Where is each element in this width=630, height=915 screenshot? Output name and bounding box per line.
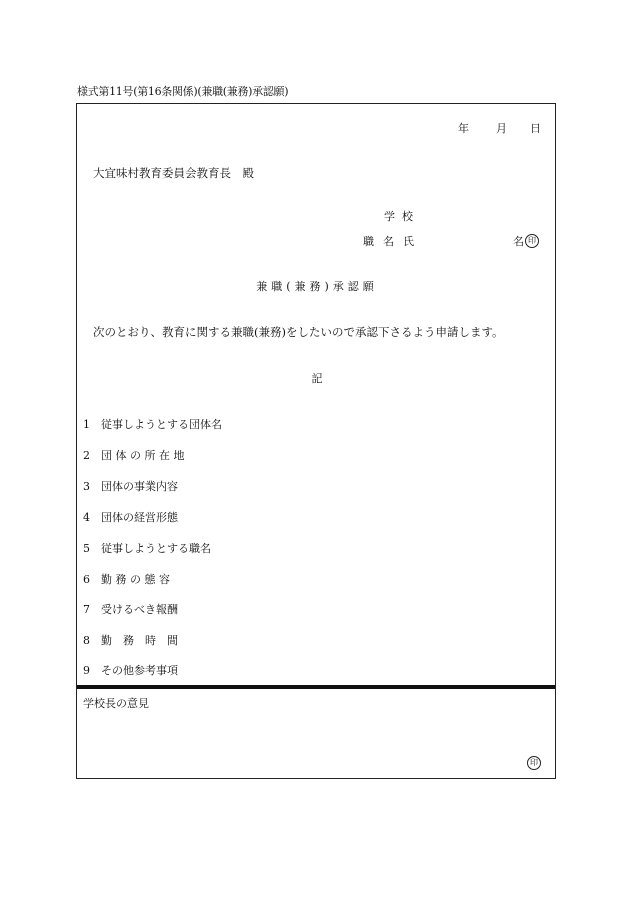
form-title: 兼職(兼務)承認願 xyxy=(256,280,378,293)
item-label: 従事しようとする団体名 xyxy=(101,418,222,431)
item-label: 勤 務 の 態 容 xyxy=(101,573,170,586)
form-number: 様式第11号(第16条関係)(兼職(兼務)承認願) xyxy=(77,85,289,98)
list-item xyxy=(83,481,178,492)
item-number: 8 xyxy=(83,634,90,647)
item-number: 9 xyxy=(83,664,90,677)
application-form xyxy=(76,103,556,779)
date-year-label: 年 xyxy=(458,122,469,135)
item-label: 団体の経営形態 xyxy=(101,511,178,524)
list-item xyxy=(83,543,211,554)
item-label: 団 体 の 所 在 地 xyxy=(101,449,185,462)
date-month-label: 月 xyxy=(496,122,507,135)
list-item xyxy=(83,512,178,523)
item-number: 1 xyxy=(83,418,90,431)
school-label: 学校 xyxy=(384,210,420,223)
applicant-seal-mark: 印 xyxy=(525,234,539,248)
item-label: 勤 務 時 間 xyxy=(101,634,178,647)
item-number: 6 xyxy=(83,573,90,586)
item-number: 2 xyxy=(83,449,90,462)
list-item xyxy=(83,604,178,615)
item-number: 7 xyxy=(83,603,90,616)
item-label: その他参考事項 xyxy=(101,664,178,677)
list-item xyxy=(83,419,222,430)
item-number: 5 xyxy=(83,542,90,555)
item-label: 従事しようとする職名 xyxy=(101,542,211,555)
list-item xyxy=(83,450,184,461)
addressee: 大宜味村教育委員会教育長 殿 xyxy=(93,166,254,180)
section-divider xyxy=(77,685,555,689)
principal-seal-mark: 印 xyxy=(527,756,541,770)
position-name-label: 職名氏 xyxy=(363,235,423,248)
list-item xyxy=(83,574,170,585)
item-number: 3 xyxy=(83,480,90,493)
list-item xyxy=(83,635,178,646)
item-label: 受けるべき報酬 xyxy=(101,603,178,616)
list-item xyxy=(83,665,178,676)
application-statement: 次のとおり、教育に関する兼職(兼務)をしたいので承認下さるよう申請します。 xyxy=(93,325,504,339)
ki-heading: 記 xyxy=(311,372,323,385)
item-number: 4 xyxy=(83,511,90,524)
principal-opinion-label: 学校長の意見 xyxy=(83,697,149,710)
date-day-label: 日 xyxy=(530,122,541,135)
name-label: 名 xyxy=(513,235,524,248)
item-label: 団体の事業内容 xyxy=(101,480,178,493)
